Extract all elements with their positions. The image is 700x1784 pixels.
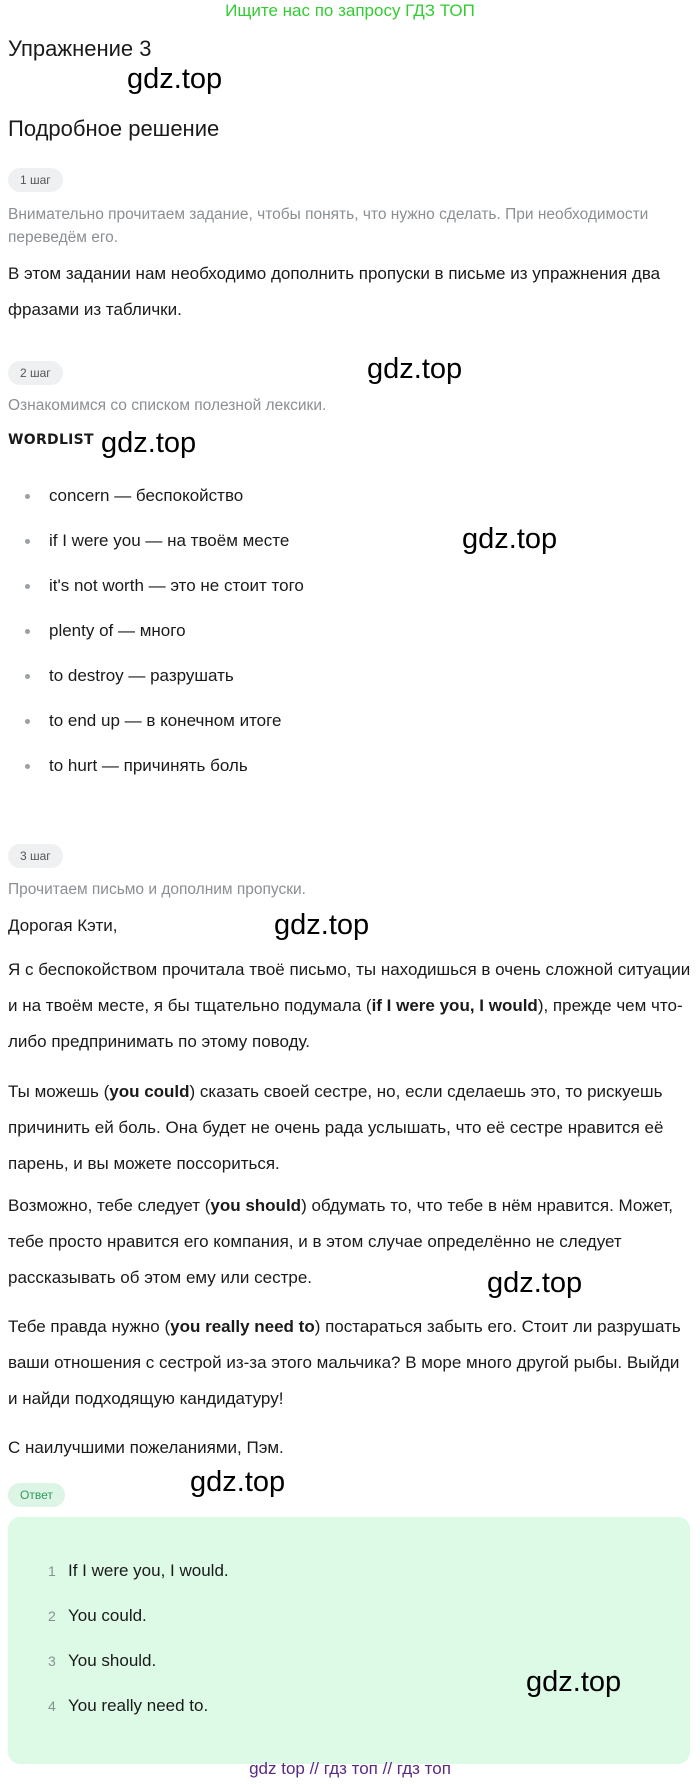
step-hint: Ознакомимся со списком полезной лексики. <box>8 397 327 414</box>
answer-box <box>8 1517 690 1764</box>
letter-paragraph: Я с беспокойством прочитала твоё письмо, ты находишься в очень сложной ситуации и на твоём месте, я бы тщательно подумала (if I were you, I would), прежде чем что-либо предпринимать по этому поводу. <box>8 960 691 1051</box>
bullet-dot <box>25 719 30 724</box>
bullet-dot <box>25 494 30 499</box>
answer-text: You really need to. <box>68 1696 209 1715</box>
watermark: gdz.top <box>487 1267 583 1299</box>
list-item <box>0 478 304 523</box>
list-item-text: to end up — в конечном итоге <box>49 711 282 730</box>
watermark: gdz.top <box>274 909 370 941</box>
list-item <box>0 523 304 568</box>
step-badge: 2 шаг <box>8 361 63 385</box>
answer-text: You should. <box>68 1651 157 1670</box>
step-badge: 3 шаг <box>8 844 63 868</box>
watermark: gdz.top <box>101 427 197 459</box>
footer-links[interactable]: gdz top // гдз топ // гдз топ <box>249 1759 451 1778</box>
watermark: gdz.top <box>190 1466 286 1498</box>
letter-greeting: Дорогая Кэти, <box>8 916 118 935</box>
answer-number: 1 <box>48 1563 56 1579</box>
page-title: Упражнение 3 <box>8 36 152 61</box>
answer-text: If I were you, I would. <box>68 1561 229 1580</box>
list-item <box>0 703 304 748</box>
step-badge: 1 шаг <box>8 168 63 192</box>
section-title: Подробное решение <box>8 116 220 141</box>
answer-number: 3 <box>48 1653 56 1669</box>
bullet-dot <box>25 674 30 679</box>
search-banner: Ищите нас по запросу ГДЗ ТОП <box>225 1 475 20</box>
list-item-text: to hurt — причинять боль <box>49 756 248 775</box>
answer-item <box>8 1602 229 1647</box>
list-item-text: to destroy — разрушать <box>49 666 234 685</box>
step-text: В этом задании нам необходимо дополнить пропуски в письме из упражнения два фразами из таблички. <box>8 264 661 319</box>
wordlist-title: WORDLIST <box>8 432 94 448</box>
answer-item <box>8 1692 229 1737</box>
answer-item <box>8 1557 229 1602</box>
list-item <box>0 748 304 793</box>
step-hint: Прочитаем письмо и дополним пропуски. <box>8 881 306 898</box>
step-hint: Внимательно прочитаем задание, чтобы понять, что нужно сделать. При необходимости переведём его. <box>8 206 649 246</box>
letter-paragraph: Возможно, тебе следует (you should) обдумать то, что тебе в нём нравится. Может, тебе просто нравится его компания, и в этом случае определённо не следует рассказывать об этом ему или сестре. <box>8 1196 674 1287</box>
answer-number: 4 <box>48 1698 56 1714</box>
watermark: gdz.top <box>367 353 463 385</box>
watermark: gdz.top <box>526 1666 622 1698</box>
wordlist <box>0 478 304 793</box>
list-item <box>0 613 304 658</box>
answer-number: 2 <box>48 1608 56 1624</box>
list-item-text: if I were you — на твоём месте <box>49 531 290 550</box>
answer-badge: Ответ <box>8 1483 65 1507</box>
letter-paragraph: Ты можешь (you could) сказать своей сестре, но, если сделаешь это, то рискуешь причинить ей боль. Она будет не очень рада услышать, что её сестре нравится её парень, и вы можете поссориться. <box>8 1082 664 1173</box>
answer-list <box>8 1557 229 1737</box>
list-item-text: concern — беспокойство <box>49 486 244 505</box>
letter-paragraph: Тебе правда нужно (you really need to) постараться забыть его. Стоит ли разрушать ваши отношения с сестрой из-за этого мальчика? В море много другой рыбы. Выйди и найди подходящую кандидатуру! <box>8 1317 681 1408</box>
list-item <box>0 658 304 703</box>
bullet-dot <box>25 539 30 544</box>
list-item <box>0 568 304 613</box>
watermark: gdz.top <box>127 63 223 95</box>
watermark: gdz.top <box>462 523 558 555</box>
list-item-text: it's not worth — это не стоит того <box>49 576 304 595</box>
letter-signoff: С наилучшими пожеланиями, Пэм. <box>8 1438 284 1457</box>
bullet-dot <box>25 584 30 589</box>
answer-text: You could. <box>68 1606 147 1625</box>
bullet-dot <box>25 764 30 769</box>
bullet-dot <box>25 629 30 634</box>
answer-item <box>8 1647 229 1692</box>
list-item-text: plenty of — много <box>49 621 186 640</box>
